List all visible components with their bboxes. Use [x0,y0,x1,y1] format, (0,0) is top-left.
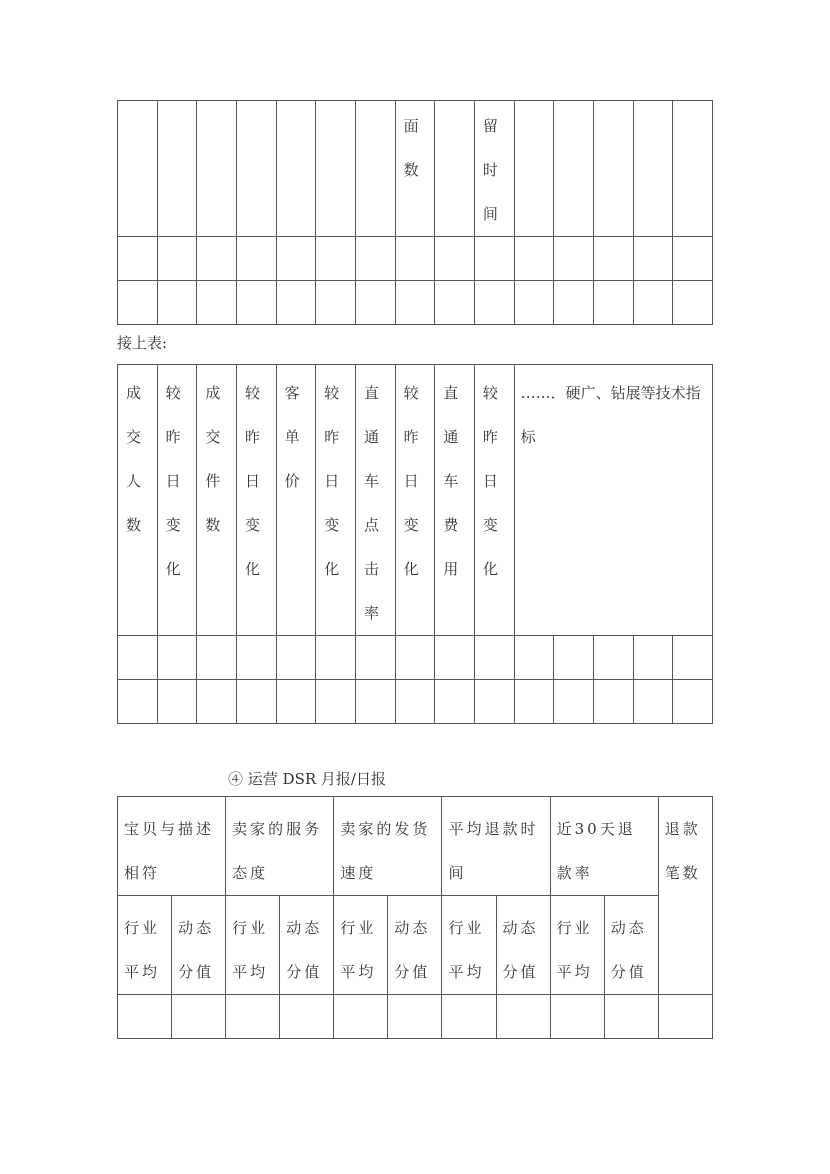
empty-cell [197,636,237,680]
empty-cell [316,680,356,724]
group-header-cell: 卖家的发货速度 [334,797,442,896]
empty-cell [395,281,435,325]
empty-cell [157,636,197,680]
sub-header-cell: 动态分值 [172,896,226,995]
empty-cell [157,237,197,281]
header-cell [157,101,197,237]
header-cell: 成交人数 [118,365,158,636]
empty-cell [280,995,334,1039]
header-cell: 直通车费用 [435,365,475,636]
empty-cell [395,680,435,724]
empty-cell [673,636,713,680]
header-cell [514,101,554,237]
empty-cell [316,636,356,680]
group-header-cell: 宝贝与描述相符 [118,797,226,896]
header-cell: 成交件数 [197,365,237,636]
header-cell [316,101,356,237]
header-cell [276,101,316,237]
empty-cell [435,636,475,680]
table-row [118,281,713,325]
header-cell [118,101,158,237]
refund-count-header: 退款笔数 [658,797,712,995]
empty-cell [554,237,594,281]
header-cell [673,101,713,237]
sub-header-cell: 动态分值 [604,896,658,995]
sub-header-cell: 行业平均 [118,896,172,995]
sub-header-cell: 行业平均 [550,896,604,995]
empty-cell [236,636,276,680]
empty-cell [355,680,395,724]
header-cell: 直通车点击率 [355,365,395,636]
empty-cell [474,237,514,281]
table-header-row [118,365,713,636]
header-cell [435,101,475,237]
group-header-cell: 平均退款时间 [442,797,550,896]
empty-cell [395,636,435,680]
empty-cell [514,636,554,680]
empty-cell [435,237,475,281]
empty-cell [633,636,673,680]
empty-cell [593,680,633,724]
empty-cell [276,237,316,281]
empty-cell [633,281,673,325]
group-header-cell: 近30天退款率 [550,797,658,896]
empty-cell [236,680,276,724]
header-cell [554,101,594,237]
empty-cell [673,281,713,325]
table-header-row [118,797,713,896]
empty-cell [514,680,554,724]
empty-cell [550,995,604,1039]
sub-header-cell: 动态分值 [388,896,442,995]
empty-cell [197,680,237,724]
empty-cell [593,281,633,325]
empty-cell [474,281,514,325]
header-cell [633,101,673,237]
empty-cell [316,237,356,281]
empty-cell [236,237,276,281]
empty-cell [673,237,713,281]
empty-cell [118,680,158,724]
table-row [118,636,713,680]
empty-cell [276,281,316,325]
empty-cell [395,237,435,281]
merged-header-cell: ……．硬广、钻展等技术指标 [514,365,712,636]
table-row [118,680,713,724]
empty-cell [496,995,550,1039]
header-cell [236,101,276,237]
empty-cell [236,281,276,325]
empty-cell [435,680,475,724]
sub-header-cell: 行业平均 [226,896,280,995]
group-header-cell: 卖家的服务态度 [226,797,334,896]
metrics-table-part1 [117,100,713,325]
empty-cell [157,281,197,325]
section-title: ④ 运营 DSR 月报/日报 [228,770,386,788]
header-cell: 留时间 [474,101,514,237]
table-row [118,237,713,281]
header-cell [593,101,633,237]
table-header-row [118,101,713,237]
table-row [118,995,713,1039]
empty-cell [197,281,237,325]
header-cell [197,101,237,237]
empty-cell [276,636,316,680]
empty-cell [435,281,475,325]
header-cell: 面数 [395,101,435,237]
table-subheader-row [118,896,713,995]
empty-cell [554,281,594,325]
header-cell: 较昨日变化 [157,365,197,636]
empty-cell [474,636,514,680]
empty-cell [118,237,158,281]
empty-cell [554,680,594,724]
empty-cell [118,995,172,1039]
metrics-table-part2 [117,364,713,724]
empty-cell [355,281,395,325]
empty-cell [442,995,496,1039]
empty-cell [633,680,673,724]
empty-cell [388,995,442,1039]
empty-cell [276,680,316,724]
empty-cell [514,237,554,281]
continued-label: 接上表: [117,334,168,352]
header-cell: 较昨日变化 [316,365,356,636]
empty-cell [554,636,594,680]
dsr-report-table [117,796,713,1039]
sub-header-cell: 动态分值 [280,896,334,995]
header-cell: 较昨日变化 [474,365,514,636]
empty-cell [172,995,226,1039]
header-cell [355,101,395,237]
empty-cell [633,237,673,281]
sub-header-cell: 动态分值 [496,896,550,995]
empty-cell [197,237,237,281]
empty-cell [593,636,633,680]
header-cell: 较昨日变化 [236,365,276,636]
empty-cell [355,237,395,281]
empty-cell [226,995,280,1039]
empty-cell [118,636,158,680]
empty-cell [316,281,356,325]
empty-cell [673,680,713,724]
sub-header-cell: 行业平均 [442,896,496,995]
empty-cell [157,680,197,724]
empty-cell [334,995,388,1039]
empty-cell [118,281,158,325]
empty-cell [514,281,554,325]
empty-cell [604,995,658,1039]
empty-cell [658,995,712,1039]
empty-cell [474,680,514,724]
sub-header-cell: 行业平均 [334,896,388,995]
header-cell: 客单价 [276,365,316,636]
empty-cell [593,237,633,281]
empty-cell [355,636,395,680]
header-cell: 较昨日变化 [395,365,435,636]
